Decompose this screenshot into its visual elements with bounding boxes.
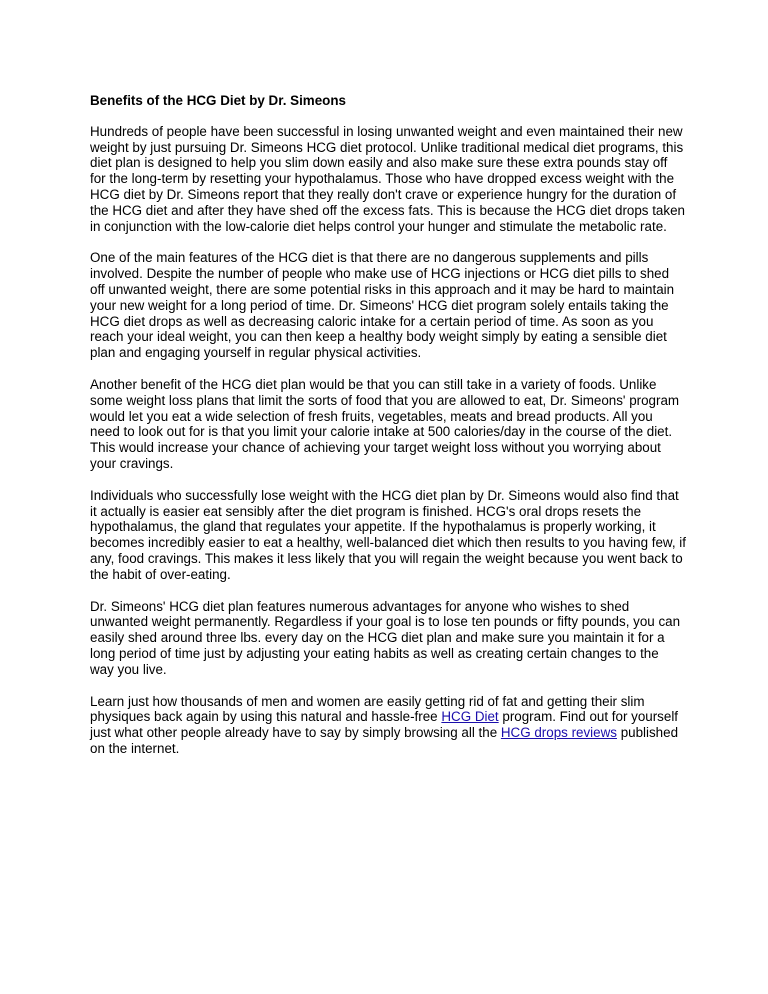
paragraph-6 <box>90 694 686 757</box>
document-page <box>90 93 686 773</box>
paragraph-4: Individuals who successfully lose weight with the HCG diet plan by Dr. Simeons would also find that it actually is easier eat sensibly after the diet program is finished. HCG's oral drops resets the hypothalamus, the gland that regulates your appetite. If the hypothalamus is properly working, it becomes incredibly easier to eat a healthy, well-balanced diet which then results to you having few, if any, food cravings. This makes it less likely that you will regain the weight because you went back to the habit of over-eating. <box>90 487 686 582</box>
paragraph-3: Another benefit of the HCG diet plan would be that you can still take in a variety of foods. Unlike some weight loss plans that limit the sorts of food that you are allowed to eat, Dr. Simeons' program would let you eat a wide selection of fresh fruits, vegetables, meats and bread products. All you need to look out for is that you limit your calorie intake at 500 calories/day in the course of the diet. This would increase your chance of achieving your target weight loss without you worrying about your cravings. <box>90 376 680 471</box>
paragraph-6-text-2: program. Find out for yourself just what other people already have to say by simply browsing all the <box>90 709 679 741</box>
document-title: Benefits of the HCG Diet by Dr. Simeons <box>90 93 346 108</box>
hcg-drops-reviews-link[interactable]: HCG drops reviews <box>500 725 617 741</box>
paragraph-6-text-3: published on the internet. <box>90 725 679 756</box>
paragraph-1: Hundreds of people have been successful in losing unwanted weight and even maintained their new weight by just pursuing Dr. Simeons HCG diet protocol. Unlike traditional medical diet programs, this diet plan is designed to help you slim down easily and also make sure these extra pounds stay off for the long-term by resetting your hypothalamus. Those who have dropped excess weight with the HCG diet by Dr. Simeons report that they really don't crave or experience hungry for the duration of the HCG diet and after they have shed off the excess fats. This is because the HCG diet drops taken in conjunction with the low-calorie diet helps control your hunger and stimulate the metabolic rate. <box>90 123 685 234</box>
paragraph-2: One of the main features of the HCG diet is that there are no dangerous supplements and pills involved. Despite the number of people who make use of HCG injections or HCG diet pills to shed off unwanted weight, there are some potential risks in this approach and it may be hard to maintain your new weight for a long period of time. Dr. Simeons' HCG diet program solely entails taking the HCG diet drops as well as decreasing caloric intake for a certain period of time. As soon as you reach your ideal weight, you can then keep a healthy body weight simply by eating a sensible diet plan and engaging yourself in regular physical activities. <box>90 250 675 361</box>
paragraph-6-text-1: Learn just how thousands of men and women are easily getting rid of fat and getting their slim physiques back again by using this natural and hassle-free <box>90 693 645 725</box>
paragraph-5: Dr. Simeons' HCG diet plan features numerous advantages for anyone who wishes to shed unwanted weight permanently. Regardless if your goal is to lose ten pounds or fifty pounds, you can easily shed around three lbs. every day on the HCG diet plan and make sure you maintain it for a long period of time just by adjusting your eating habits as well as creating certain changes to the way you live. <box>90 598 681 677</box>
hcg-diet-link[interactable]: HCG Diet <box>441 709 499 725</box>
